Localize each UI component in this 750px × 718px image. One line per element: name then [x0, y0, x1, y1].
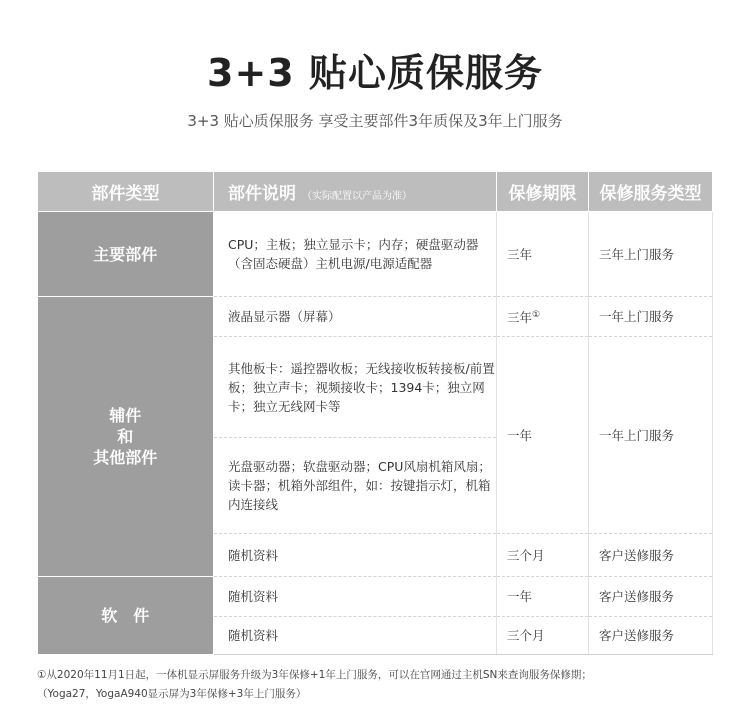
row-period — [497, 297, 589, 337]
warranty-table — [37, 171, 713, 655]
row-period: 一年 — [497, 577, 589, 617]
row-service-type: 客户送修服务 — [589, 617, 713, 655]
row-service-type: 三年上门服务 — [589, 212, 713, 297]
header-description — [214, 172, 497, 212]
row-period: 三个月 — [497, 534, 589, 577]
header-period: 保修期限 — [497, 172, 589, 212]
row-service-type: 一年上门服务 — [589, 337, 713, 534]
row-description: 光盘驱动器；软盘驱动器；CPU风扇机箱风扇；读卡器；机箱外部组件，如：按键指示灯，机箱内连接线 — [214, 438, 497, 534]
header-description-label: 部件说明 — [228, 184, 296, 204]
table-row — [38, 577, 713, 617]
category-aux-line: 其他部件 — [93, 448, 158, 467]
footnote-marker: ① — [532, 309, 541, 320]
row-service-type: 客户送修服务 — [589, 577, 713, 617]
row-period-value: 三年 — [507, 310, 533, 326]
footnote — [37, 666, 727, 704]
page-subtitle: 3+3 贴心质保服务 享受主要部件3年质保及3年上门服务 — [187, 112, 563, 130]
footnote-line: （Yoga27，YogaA940显示屏为3年保修+3年上门服务） — [37, 688, 307, 700]
category-aux-line: 和 — [117, 427, 134, 446]
row-period: 一年 — [497, 337, 589, 534]
row-period: 三个月 — [497, 617, 589, 655]
row-service-type: 客户送修服务 — [589, 534, 713, 577]
table-header-row — [38, 172, 713, 212]
row-service-type: 一年上门服务 — [589, 297, 713, 337]
table-row — [38, 297, 713, 337]
row-description: CPU；主板；独立显示卡；内存；硬盘驱动器（含固态硬盘）主机电源/电源适配器 — [214, 212, 497, 297]
table-row — [38, 212, 713, 297]
row-description: 随机资料 — [214, 534, 497, 577]
category-software: 软 件 — [38, 577, 214, 655]
footnote-line: ①从2020年11月1日起，一体机显示屏服务升级为3年保修+1年上门服务，可以在官网通过主机SN来查询服务保修期； — [37, 669, 592, 681]
header-description-hint: （实际配置以产品为准） — [302, 191, 412, 202]
category-aux-line: 辅件 — [109, 406, 142, 425]
header-part-type: 部件类型 — [38, 172, 214, 212]
row-period: 三年 — [497, 212, 589, 297]
page-title: 3+3 贴心质保服务 — [207, 51, 543, 95]
row-description: 其他板卡：遥控器收板；无线接收板转接板/前置板；独立声卡；视频接收卡；1394卡；独立网卡；独立无线网卡等 — [214, 337, 497, 438]
row-description: 液晶显示器（屏幕） — [214, 297, 497, 337]
header-service-type: 保修服务类型 — [589, 172, 713, 212]
category-aux-parts — [38, 297, 214, 577]
category-main-parts: 主要部件 — [38, 212, 214, 297]
row-description: 随机资料 — [214, 617, 497, 655]
row-description: 随机资料 — [214, 577, 497, 617]
